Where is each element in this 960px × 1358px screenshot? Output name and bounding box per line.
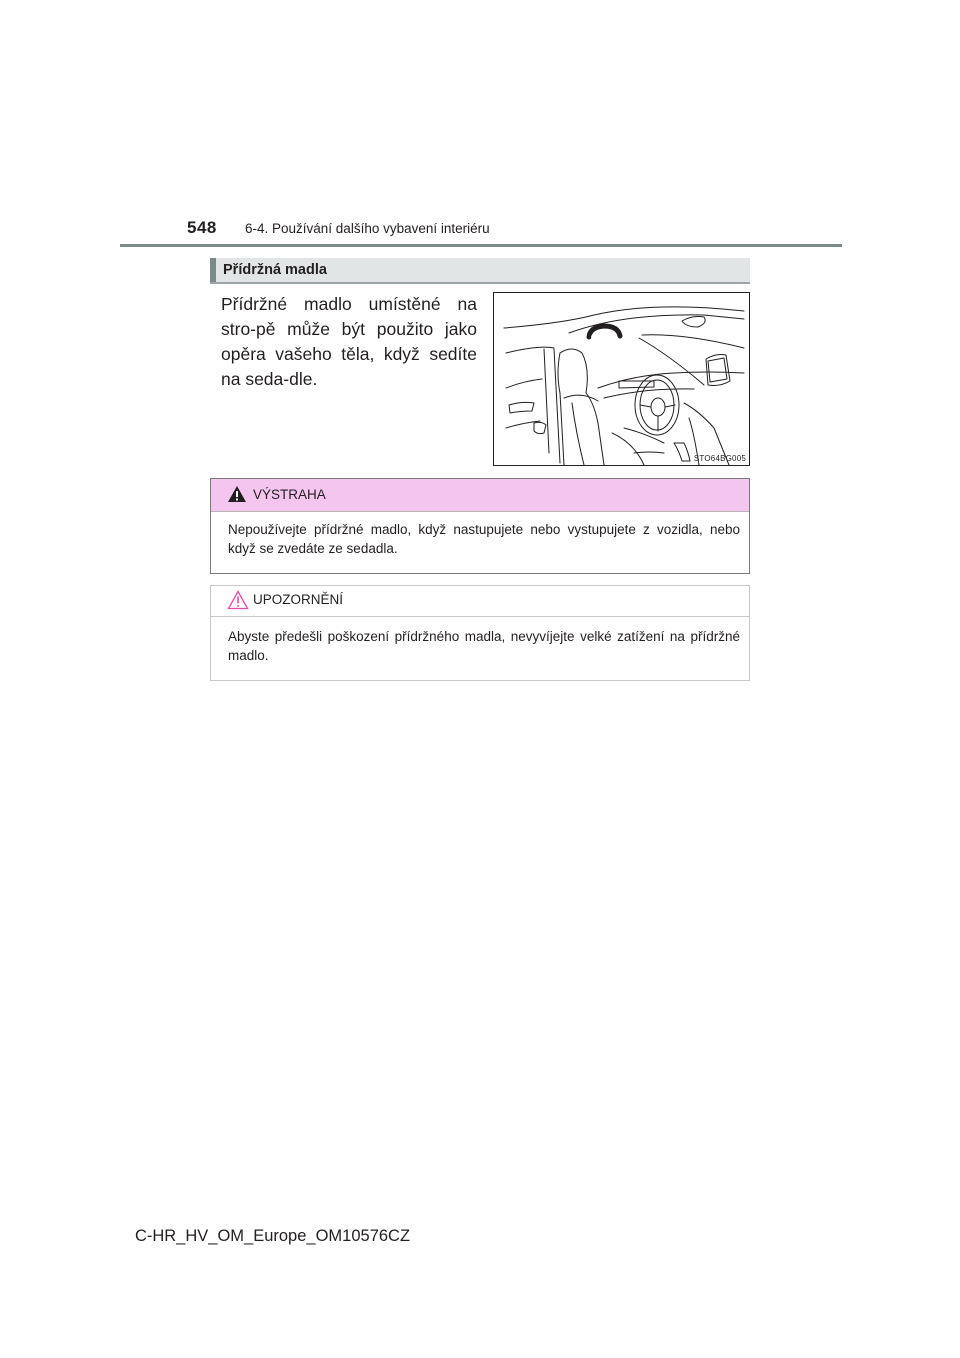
document-id: C-HR_HV_OM_Europe_OM10576CZ	[134, 1227, 411, 1245]
page-number: 548	[187, 218, 217, 237]
header-divider	[120, 244, 842, 247]
caution-title: UPOZORNĚNÍ	[253, 592, 344, 607]
warning-box	[210, 478, 750, 574]
body-paragraph-text: Přídržné madlo umístěné na stro-pě může být použito jako opěra vašeho těla, když sedíte na seda-dle.	[221, 294, 477, 389]
caution-box	[210, 585, 750, 681]
caution-text: Abyste předešli poškození přídržného madla, nevyvíjejte velké zatížení na přídržné madlo.	[228, 629, 740, 663]
body-paragraph	[221, 292, 477, 392]
warning-triangle-icon	[227, 485, 247, 503]
warning-header	[211, 479, 749, 512]
section-title: 6-4. Používání dalšího vybavení interiéru	[245, 221, 490, 236]
grab-handle-illustration-icon	[494, 293, 749, 465]
section-heading: Přídržná madla	[223, 262, 327, 278]
warning-title: VÝSTRAHA	[253, 487, 326, 502]
warning-text: Nepoužívejte přídržné madlo, když nastupujete nebo vystupujete z vozidla, nebo když se zvedáte ze sedadla.	[228, 522, 740, 556]
caution-header	[211, 586, 749, 617]
figure-code: STO64BG005	[693, 454, 746, 463]
heading-accent	[210, 258, 216, 282]
section-heading-bar	[210, 258, 750, 284]
caution-triangle-icon	[227, 590, 249, 610]
interior-illustration	[493, 292, 750, 466]
